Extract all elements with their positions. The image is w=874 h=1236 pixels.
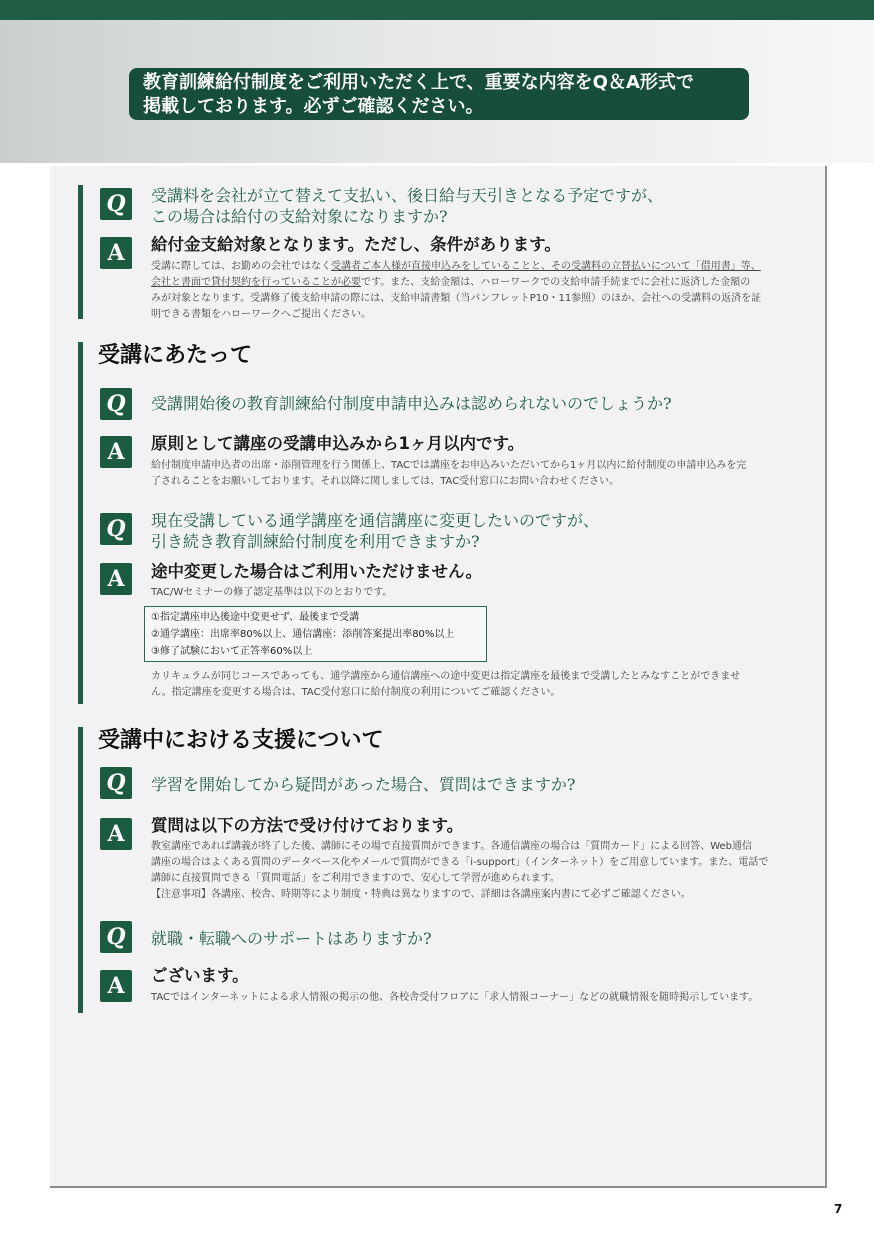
answer-4-body-line-1: 教室講座であれば講義が終了した後、講師にその場で直接質問ができます。各通信講座の場合は「質問カード」による回答、Web通信 [151,841,753,852]
criteria-item-3: ③修了試験において正答率60%以上 [151,646,313,657]
answer-4-body-line-4: 【注意事項】各講座、校舎、時期等により制度・特典は異なりますので、詳細は各講座案内書にて必ずご確認ください。 [151,889,691,900]
question-1-line-1: 受講料を会社が立て替えて支払い、後日給与天引きとなる予定ですが、 [151,186,664,205]
question-3-line-1: 現在受講している通学講座を通信講座に変更したいのですが、 [151,511,600,530]
answer-1-underlined-text: 受講者ご本人様が直接申込みをしていることと、その受講料の立替払いについて「借用書」等、 [331,261,761,272]
answer-3-intro: TAC/Wセミナーの修了認定基準は以下のとおりです。 [151,587,393,598]
answer-1-body-text: 受講に際しては、お勤めの会社ではなく [151,261,331,272]
question-badge-icon: Q [100,188,132,220]
criteria-item-1: ①指定講座申込後途中変更せず、最後まで受講 [151,612,360,623]
answer-5-body-line-1: TACではインターネットによる求人情報の掲示の他、各校舎受付フロアに「求人情報コーナー」などの就職情報を随時掲示しています。 [151,992,759,1003]
answer-2-body-line-1: 給付制度申請申込者の出席・添削管理を行う関係上、TACでは講座をお申込みいただいてから1ヶ月以内に給付制度の申請申込みを完 [151,460,747,471]
question-3-line-2: 引き続き教育訓練給付制度を利用できますか? [151,532,480,551]
answer-4-body-line-2: 講座の場合はよくある質問のデータベース化やメールで質問ができる「i-support」（インターネット）をご用意しています。また、電話で [151,857,769,868]
answer-1-body-text: です。また、支給金額は、ハローワークでの支給申請手続までに会社に返済した金額の [361,277,751,288]
page-number: 7 [834,1202,843,1216]
header-line-1: 教育訓練給付制度をご利用いただく上で、重要な内容をQ＆A形式で [143,72,694,93]
answer-5-title: ございます。 [151,966,249,985]
section-title-attending: 受講にあたって [98,343,253,368]
answer-3-body-line-2: ん。指定講座を変更する場合は、TAC受付窓口に給付制度の利用についてご確認ください。 [151,687,561,698]
section-title-support: 受講中における支援について [98,728,384,753]
header-notice [129,68,749,120]
question-badge-icon: Q [100,921,132,953]
answer-badge-icon: A [100,818,132,850]
answer-badge-icon: A [100,563,132,595]
answer-3-title: 途中変更した場合はご利用いただけません。 [151,562,482,581]
answer-4-body-line-3: 講師に直接質問できる「質問電話」をご利用できますので、安心して学習が進められます。 [151,873,560,884]
answer-1-body-line-4: 明できる書類をハローワークへご提出ください。 [151,309,371,320]
answer-badge-icon: A [100,237,132,269]
answer-badge-icon: A [100,970,132,1002]
answer-badge-icon: A [100,436,132,468]
question-5-line-1: 就職・転職へのサポートはありますか? [151,929,432,948]
question-4-line-1: 学習を開始してから疑問があった場合、質問はできますか? [151,775,576,794]
question-badge-icon: Q [100,513,132,545]
completion-criteria-box [144,606,487,662]
answer-4-title: 質問は以下の方法で受け付けております。 [151,816,464,835]
section-bar-attending [78,342,83,704]
answer-3-body-line-1: カリキュラムが同じコースであっても、通学講座から通信講座への途中変更は指定講座を最後まで受講したとみなすことができませ [151,671,741,682]
top-accent-bar [0,0,874,20]
answer-1-body-line-1 [151,259,761,275]
answer-1-title: 給付金支給対象となります。ただし、条件があります。 [151,235,561,254]
section-bar-support [78,727,83,1013]
answer-2-body-line-2: 了されることをお願いしております。それ以降に関しましては、TAC受付窓口にお問い合わせください。 [151,476,620,487]
answer-1-body-line-3: みが対象となります。受講修了後支給申請の際には、支給申請書類（当パンフレットP10・11参照）のほか、会社への受講料の返済を証 [151,293,762,304]
answer-1-body-line-2 [151,275,750,291]
question-badge-icon: Q [100,388,132,420]
answer-2-title: 原則として講座の受講申込みから1ヶ月以内です。 [151,434,525,453]
question-badge-icon: Q [100,767,132,799]
question-1-line-2: この場合は給付の支給対象になりますか? [151,207,448,226]
header-line-2: 掲載しております。必ずご確認ください。 [143,96,484,117]
answer-1-underlined-text: 会社と書面で貸付契約を行っていることが必要 [151,277,361,288]
section-bar-qa1 [78,185,83,319]
question-2-line-1: 受講開始後の教育訓練給付制度申請申込みは認められないのでしょうか? [151,394,672,413]
criteria-item-2: ②通学講座：出席率80%以上、通信講座：添削答案提出率80%以上 [151,629,455,640]
